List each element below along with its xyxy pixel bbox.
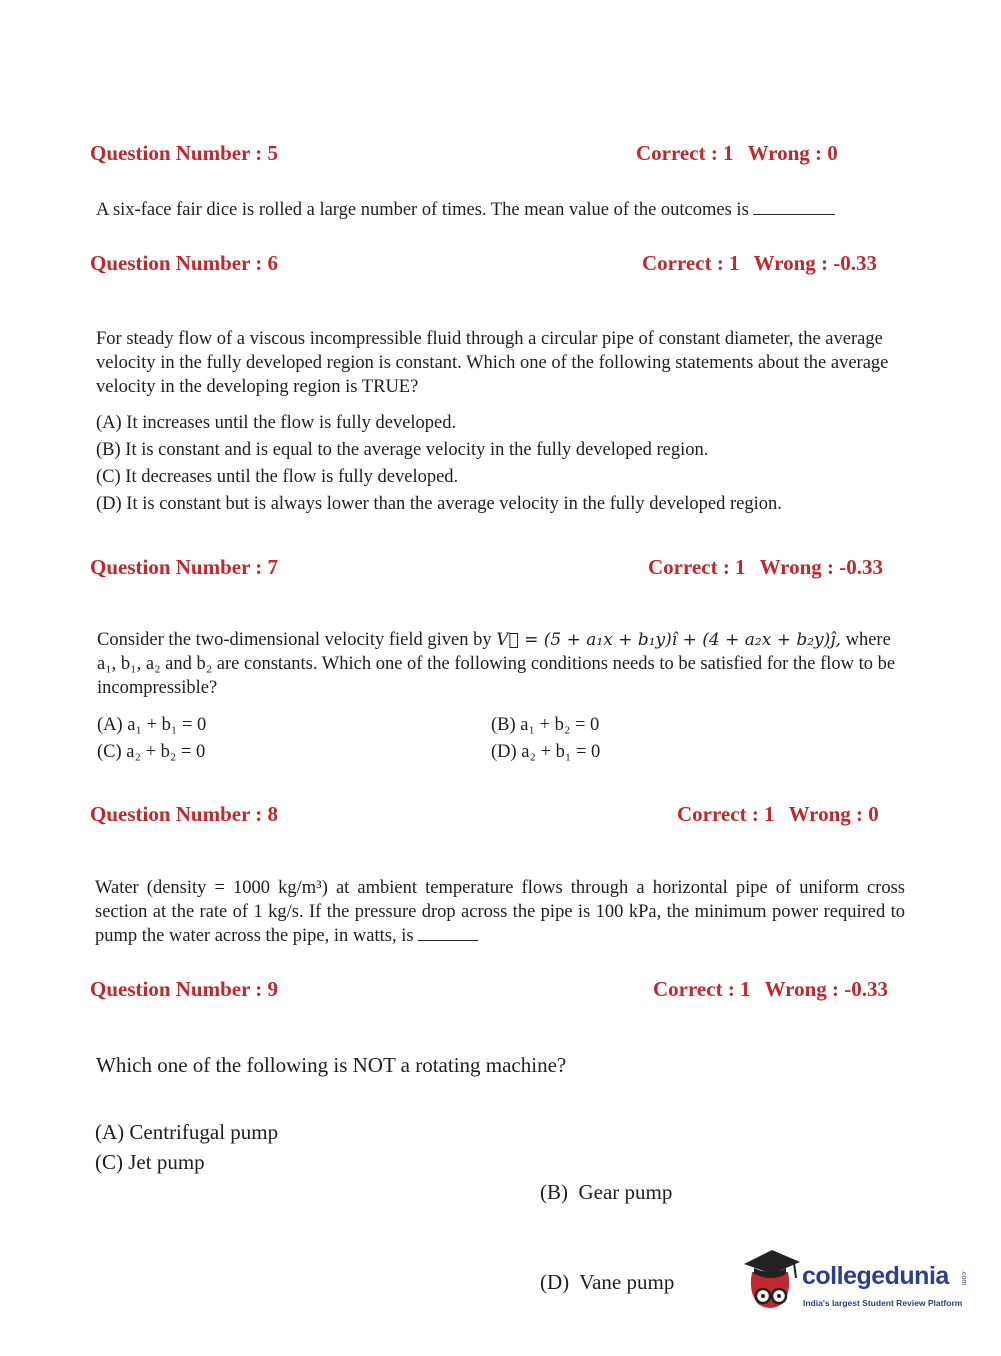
q8-correct: Correct : 1 <box>677 802 775 826</box>
logo-suffix: .com <box>960 1270 967 1286</box>
q7-options-left <box>97 712 397 766</box>
q6-option-c: (C) It decreases until the flow is fully developed. <box>96 467 459 487</box>
q9-option-d: (D) Vane pump <box>540 1270 675 1294</box>
q7-correct: Correct : 1 <box>648 555 746 579</box>
q9-heading: Question Number : 9 <box>90 977 279 1001</box>
q5-text <box>96 198 916 222</box>
q5-marks <box>636 141 838 166</box>
q7-question <box>97 628 907 700</box>
q9-question: Which one of the following is NOT a rotating machine? <box>96 1053 567 1077</box>
answer-blank <box>418 926 478 941</box>
mascot-icon <box>742 1248 802 1316</box>
q9-correct: Correct : 1 <box>653 977 751 1001</box>
q9-option-c: (C) Jet pump <box>95 1150 205 1174</box>
q9-marks <box>653 977 888 1002</box>
q6-option-b: (B) It is constant and is equal to the average velocity in the fully developed region. <box>96 440 709 460</box>
q6-marks <box>642 251 877 276</box>
q6-options <box>96 410 936 518</box>
q7-equation: V⃗ = (5 + a₁x + b₁y)î + (4 + a₂x + b₂y)ĵ, <box>496 630 841 650</box>
q9-option-a: (A) Centrifugal pump <box>95 1120 279 1144</box>
q7-wrong: Wrong : -0.33 <box>759 555 884 579</box>
q8-wrong: Wrong : 0 <box>788 802 879 826</box>
q7-text-1: Consider the two-dimensional velocity field given by <box>97 630 492 650</box>
q8-heading: Question Number : 8 <box>90 802 279 826</box>
q8-marks <box>677 802 879 827</box>
collegedunia-logo <box>742 1248 972 1318</box>
answer-blank <box>753 200 835 215</box>
q6-heading: Question Number : 6 <box>90 251 279 275</box>
q7-text-2: where a₁, b₁, a₂ and b₂ are constants. Which one of the following conditions needs to be satisfied for the flow to be incompressible? <box>97 630 896 698</box>
q6-correct: Correct : 1 <box>642 251 740 275</box>
q5-correct: Correct : 1 <box>636 141 734 165</box>
q7-marks <box>648 555 883 580</box>
q6-option-d: (D) It is constant but is always lower than the average velocity in the fully developed region. <box>96 494 782 514</box>
q7-option-c: (C) a₂ + b₂ = 0 <box>97 742 206 762</box>
q8-text <box>95 876 905 948</box>
q9-options-left <box>95 1117 278 1177</box>
q8-question: Water (density = 1000 kg/m³) at ambient temperature flows through a horizontal pipe of uniform cross section at the rate of 1 kg/s. If the pressure drop across the pipe is 100 kPa, the minimum power required to pump the water across the pipe, in watts, is <box>95 878 905 946</box>
q9-option-b: (B) Gear pump <box>540 1180 673 1204</box>
logo-brand: collegedunia <box>802 1262 949 1290</box>
q5-question: A six-face fair dice is rolled a large number of times. The mean value of the outcomes is <box>96 200 749 220</box>
q9-wrong: Wrong : -0.33 <box>764 977 889 1001</box>
q6-question: For steady flow of a viscous incompressible fluid through a circular pipe of constant diameter, the average velocity in the fully developed region is constant. Which one of the following statements about the average velocity in the developing region is TRUE? <box>96 329 889 397</box>
q5-heading: Question Number : 5 <box>90 141 279 165</box>
q9-options-right <box>540 1117 674 1327</box>
q7-option-a: (A) a₁ + b₁ = 0 <box>97 715 207 735</box>
q5-wrong: Wrong : 0 <box>747 141 838 165</box>
q6-wrong: Wrong : -0.33 <box>753 251 878 275</box>
q7-heading: Question Number : 7 <box>90 555 279 579</box>
q7-option-d: (D) a₂ + b₁ = 0 <box>491 742 601 762</box>
logo-tagline: India's largest Student Review Platform <box>803 1298 963 1308</box>
q7-options-right <box>491 712 791 766</box>
q6-option-a: (A) It increases until the flow is fully developed. <box>96 413 457 433</box>
q7-option-b: (B) a₁ + b₂ = 0 <box>491 715 600 735</box>
